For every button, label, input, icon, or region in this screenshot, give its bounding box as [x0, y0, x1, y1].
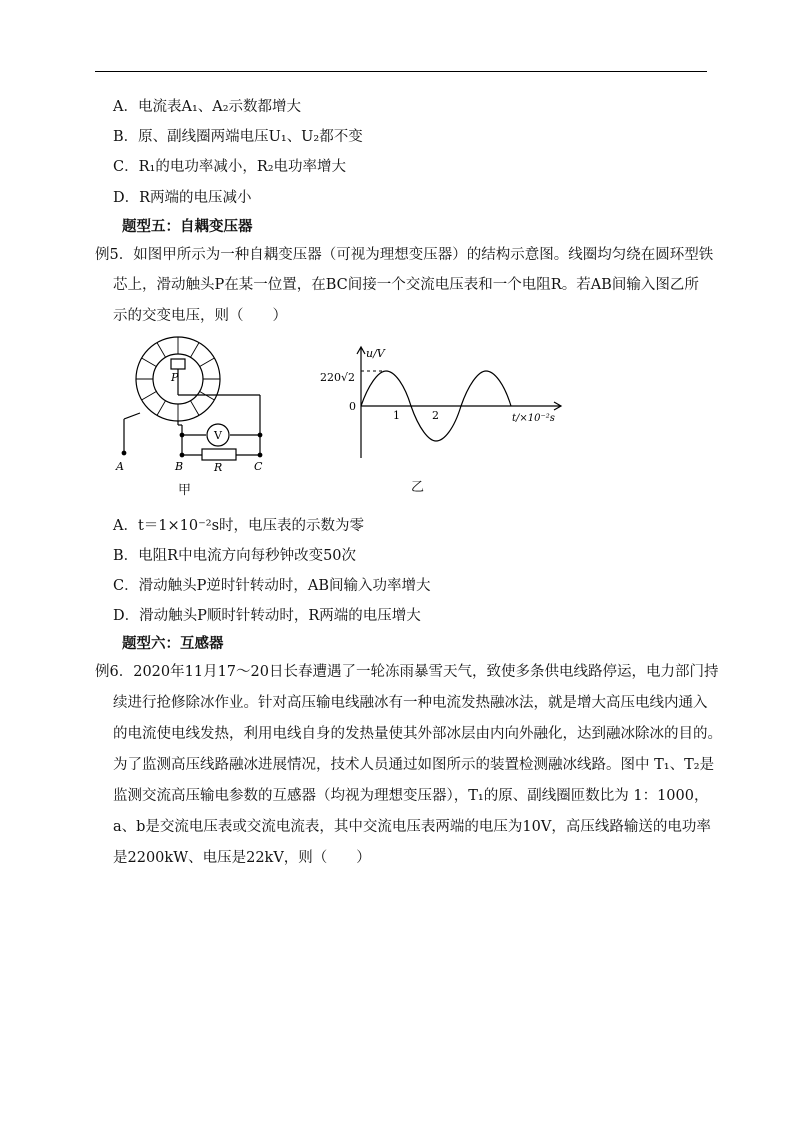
example5-line2: 芯上，滑动触头P在某一位置，在BC间接一个交流电压表和一个电阻R。若AB间输入图乙所	[113, 277, 699, 293]
tick-2-label: 2	[432, 409, 439, 422]
autotransformer-diagram	[110, 333, 280, 493]
voltage-waveform-graph	[316, 343, 596, 463]
label-c: C	[254, 460, 263, 473]
resistor-r	[202, 449, 236, 460]
caption-yi: 乙	[411, 480, 425, 495]
label-v: V	[214, 429, 222, 442]
example6-line6: a、b是交流电压表或交流电流表，其中交流电压表两端的电压为10V，高压线路输送的电功率	[113, 819, 711, 835]
q4-option-a: A．电流表A₁、A₂示数都增大	[113, 99, 302, 115]
slider-contact-p	[171, 359, 185, 369]
label-r: R	[214, 461, 223, 474]
y-axis-label: u/V	[366, 347, 385, 360]
q4-option-b: B．原、副线圈两端电压U₁、U₂都不变	[113, 129, 363, 145]
example6-line3: 的电流使电线发热，利用电线自身的发热量使其外部冰层由内向外融化，达到融冰除冰的目的。	[113, 726, 722, 742]
amplitude-label: 220√2	[320, 371, 356, 384]
example5-option-d: D．滑动触头P顺时针转动时，R两端的电压增大	[113, 608, 421, 624]
header-rule	[95, 71, 707, 72]
label-p: P	[171, 371, 179, 384]
example5-option-c: C．滑动触头P逆时针转动时，AB间输入功率增大	[113, 578, 431, 594]
example6-line5: 监测交流高压输电参数的互感器（均视为理想变压器），T₁的原、副线圈匝数比为 1：1000，	[113, 788, 709, 804]
x-axis-label: t/×10⁻²s	[512, 413, 555, 424]
example5-option-a: A．t＝1×10⁻²s时，电压表的示数为零	[113, 518, 365, 534]
example5-line1: 例5．如图甲所示为一种自耦变压器（可视为理想变压器）的结构示意图。线圈均匀绕在圆环型铁	[95, 247, 714, 263]
example5-line3: 示的交变电压，则（ ）	[113, 308, 287, 324]
label-b: B	[175, 460, 184, 473]
section6-heading: 题型六：互感器	[122, 635, 224, 652]
example5-option-b: B．电阻R中电流方向每秒钟改变50次	[113, 548, 357, 564]
origin-label: 0	[349, 400, 356, 413]
section5-heading: 题型五：自耦变压器	[122, 218, 253, 235]
q4-option-c: C．R₁的电功率减小，R₂电功率增大	[113, 159, 347, 175]
q4-option-d: D．R两端的电压减小	[113, 190, 252, 206]
tick-1-label: 1	[393, 409, 400, 422]
label-a: A	[116, 460, 124, 473]
example6-line7: 是2200kW、电压是22kV，则（ ）	[113, 850, 371, 866]
caption-jia: 甲	[178, 483, 192, 498]
example6-line2: 续进行抢修除冰作业。针对高压输电线融冰有一种电流发热融冰法，就是增大高压电线内通入	[113, 695, 708, 711]
example6-line1: 例6．2020年11月17～20日长春遭遇了一轮冻雨暴雪天气，致使多条供电线路停运，电力部门持	[95, 664, 719, 680]
example6-line4: 为了监测高压线路融冰进展情况，技术人员通过如图所示的装置检测融冰线路。图中 T₁、T₂是	[113, 757, 715, 773]
